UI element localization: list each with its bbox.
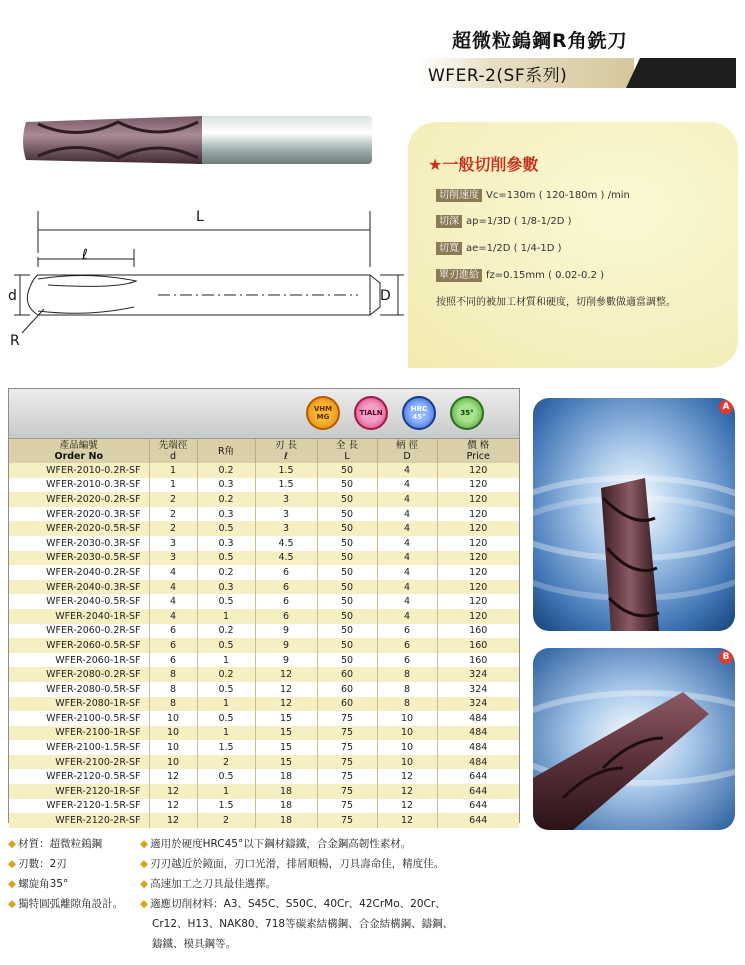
table-cell: 18 [255,784,317,799]
table-cell: 6 [377,653,437,668]
table-cell: WFER-2020-0.5R-SF [9,521,149,536]
table-cell: WFER-2010-0.3R-SF [9,478,149,493]
table-cell: 484 [437,726,519,741]
table-cell: 120 [437,478,519,493]
hrc-badge: HRC 45° [402,396,436,430]
table-cell: 12 [255,682,317,697]
product-photo-a [533,398,735,631]
table-cell: 15 [255,740,317,755]
table-cell: WFER-2060-0.5R-SF [9,638,149,653]
table-cell: 10 [377,740,437,755]
table-cell: 644 [437,784,519,799]
table-cell: 9 [255,624,317,639]
table-cell: 10 [149,740,197,755]
table-cell: 75 [317,784,377,799]
table-cell: 0.3 [197,507,255,522]
vhm-mg-badge: VHM MG [306,396,340,430]
table-cell: 75 [317,740,377,755]
table-cell: 0.2 [197,565,255,580]
table-cell: 15 [255,755,317,770]
table-cell: 0.3 [197,536,255,551]
params-note: 按照不同的被加工材質和硬度，切削參數做適當調整。 [436,297,676,308]
table-row [9,799,519,814]
table-cell: 0.5 [197,521,255,536]
table-row [9,769,519,784]
table-cell: 120 [437,463,519,478]
table-cell: 10 [377,726,437,741]
table-cell: 120 [437,551,519,566]
table-cell: WFER-2100-0.5R-SF [9,711,149,726]
list-item: Cr12、H13、NAK80、718等碳素結構鋼、合金結構鋼、鑄鋼、 [152,918,454,930]
table-cell: 4 [377,478,437,493]
table-cell: 8 [149,697,197,712]
table-cell: 4.5 [255,551,317,566]
param-row-depth: 切深 ap=1/3D ( 1/8-1/2D ) [436,212,571,227]
table-cell: 120 [437,536,519,551]
list-item: ◆ 刃刃越近於鏡面，刃口光滑，排屑順暢，刀具壽命佳，精度佳。 [140,858,445,870]
table-cell: 0.2 [197,667,255,682]
table-row [9,565,519,580]
table-cell: 4 [377,521,437,536]
table-cell: 4 [377,580,437,595]
helix-angle-badge: 35° [450,396,484,430]
table-cell: 8 [149,667,197,682]
table-cell: 1.5 [255,478,317,493]
table-row [9,653,519,668]
header-flute-length: 刃 長 ℓ [255,439,317,463]
table-row [9,551,519,566]
table-cell: WFER-2020-0.3R-SF [9,507,149,522]
table-cell: 12 [149,813,197,828]
page-title: 超微粒鎢鋼R角銑刀 [452,30,628,52]
coating-badges [9,389,519,439]
dimension-drawing [8,205,408,355]
table-row [9,784,519,799]
table-cell: 1 [197,726,255,741]
table-cell: WFER-2010-0.2R-SF [9,463,149,478]
model-banner [418,58,736,88]
table-cell: 12 [149,799,197,814]
table-cell: 0.3 [197,478,255,493]
table-cell: 75 [317,769,377,784]
table-row [9,740,519,755]
param-row-speed: 切削速度 Vc=130m ( 120-180m ) /min [436,186,630,201]
header-overall-length: 全 長 L [317,439,377,463]
table-cell: 120 [437,580,519,595]
table-cell: 9 [255,653,317,668]
table-header-row [9,439,519,463]
table-cell: WFER-2120-0.5R-SF [9,769,149,784]
table-cell: WFER-2100-1R-SF [9,726,149,741]
table-row [9,813,519,828]
table-cell: 1.5 [197,799,255,814]
table-cell: 75 [317,755,377,770]
table-cell: 4 [377,507,437,522]
table-cell: WFER-2080-0.2R-SF [9,667,149,682]
table-cell: 12 [255,667,317,682]
table-cell: 60 [317,682,377,697]
corner-radius-label: R [10,333,20,349]
table-cell: 4 [377,492,437,507]
spec-table [9,439,519,828]
table-cell: 4.5 [255,536,317,551]
table-cell: 50 [317,638,377,653]
table-cell: WFER-2100-2R-SF [9,755,149,770]
table-row [9,624,519,639]
table-cell: 6 [149,638,197,653]
table-cell: 6 [255,565,317,580]
table-cell: 120 [437,609,519,624]
table-row [9,492,519,507]
table-cell: 50 [317,478,377,493]
header-shank-diameter: 柄 徑 D [377,439,437,463]
table-cell: 50 [317,624,377,639]
table-cell: 1 [197,697,255,712]
table-cell: WFER-2060-1R-SF [9,653,149,668]
table-row [9,594,519,609]
table-cell: 1.5 [197,740,255,755]
table-cell: 4 [377,536,437,551]
table-cell: 12 [149,769,197,784]
table-cell: 324 [437,682,519,697]
table-cell: 4 [149,609,197,624]
table-cell: 50 [317,492,377,507]
table-row [9,726,519,741]
table-cell: 3 [149,551,197,566]
table-cell: 60 [317,697,377,712]
list-item: ◆ 刃數：2刃 [8,858,67,870]
table-cell: 484 [437,755,519,770]
product-photo-b [533,648,735,830]
table-cell: 12 [377,799,437,814]
table-cell: 50 [317,594,377,609]
table-cell: 120 [437,565,519,580]
spec-table-panel [8,388,520,827]
table-cell: 160 [437,638,519,653]
table-cell: 3 [149,536,197,551]
table-cell: 4 [377,594,437,609]
table-cell: 50 [317,507,377,522]
features-right [140,834,453,954]
table-cell: WFER-2020-0.2R-SF [9,492,149,507]
photo-b-tag: B [719,650,733,664]
table-cell: 6 [255,594,317,609]
table-cell: 0.2 [197,624,255,639]
table-cell: 12 [255,697,317,712]
table-cell: 4 [377,551,437,566]
table-cell: 6 [149,653,197,668]
table-cell: 120 [437,594,519,609]
table-cell: WFER-2040-0.5R-SF [9,594,149,609]
table-cell: 1.5 [255,463,317,478]
table-cell: 75 [317,799,377,814]
flute-length-label: ℓ [82,247,88,263]
table-cell: WFER-2120-1R-SF [9,784,149,799]
table-cell: 4 [377,463,437,478]
cutting-params-title: ★一般切削參數 [428,155,539,174]
list-item: 鑄鐵、模具鋼等。 [152,938,236,950]
table-cell: 0.3 [197,580,255,595]
header-tip-diameter: 先端徑 d [149,439,197,463]
tialn-badge: TIALN [354,396,388,430]
table-row [9,711,519,726]
model-name: WFER-2(SF系列) [428,66,568,86]
table-row [9,478,519,493]
table-cell: 0.2 [197,492,255,507]
table-cell: WFER-2100-1.5R-SF [9,740,149,755]
table-row [9,536,519,551]
table-cell: 10 [377,711,437,726]
table-row [9,609,519,624]
overall-length-label: L [196,209,204,225]
tool-image [18,112,378,170]
list-item: ◆ 適用於硬度HRC45°以下鋼材鑄鐵，合金鋼高韌性素材。 [140,838,412,850]
table-cell: 50 [317,565,377,580]
list-item: ◆ 螺旋角35° [8,878,69,890]
table-row [9,580,519,595]
table-row [9,638,519,653]
table-cell: 75 [317,726,377,741]
table-cell: 10 [149,711,197,726]
table-cell: 12 [377,769,437,784]
table-cell: 8 [149,682,197,697]
table-cell: 1 [197,784,255,799]
table-cell: 0.5 [197,711,255,726]
features-left [8,834,123,914]
list-item: ◆ 材質：超微粒鎢鋼 [8,838,103,850]
table-cell: 120 [437,521,519,536]
table-cell: 4 [377,565,437,580]
table-cell: 15 [255,711,317,726]
table-cell: WFER-2120-2R-SF [9,813,149,828]
table-cell: 75 [317,813,377,828]
table-row [9,507,519,522]
header-corner-radius: R角 [197,439,255,463]
table-cell: 2 [149,521,197,536]
table-cell: 8 [377,667,437,682]
table-cell: WFER-2120-1.5R-SF [9,799,149,814]
table-row [9,521,519,536]
table-cell: 0.5 [197,769,255,784]
tip-diameter-label: d [8,288,17,304]
table-cell: 50 [317,609,377,624]
list-item: ◆ 獨特圓弧離隙角設計。 [8,898,124,910]
table-cell: WFER-2060-0.2R-SF [9,624,149,639]
table-cell: 4 [149,580,197,595]
table-cell: 60 [317,667,377,682]
table-cell: 2 [197,755,255,770]
table-cell: 0.5 [197,551,255,566]
table-cell: 50 [317,521,377,536]
table-cell: 1 [197,609,255,624]
table-cell: 15 [255,726,317,741]
table-cell: 8 [377,682,437,697]
table-cell: WFER-2040-1R-SF [9,609,149,624]
table-cell: 4 [149,594,197,609]
table-cell: 484 [437,711,519,726]
table-cell: 1 [149,463,197,478]
table-cell: 18 [255,799,317,814]
table-cell: 324 [437,667,519,682]
table-cell: 2 [149,507,197,522]
table-cell: 3 [255,507,317,522]
table-cell: 0.5 [197,638,255,653]
table-row [9,682,519,697]
table-cell: 9 [255,638,317,653]
table-cell: 10 [377,755,437,770]
table-cell: 12 [377,813,437,828]
table-cell: WFER-2030-0.5R-SF [9,551,149,566]
table-cell: 12 [149,784,197,799]
table-cell: 0.2 [197,463,255,478]
table-cell: 12 [377,784,437,799]
header-order-no: 產品編號 Order No [9,439,149,463]
table-cell: 50 [317,551,377,566]
table-cell: 4 [149,565,197,580]
shank-diameter-label: D [380,288,391,304]
table-cell: 18 [255,813,317,828]
table-cell: 75 [317,711,377,726]
table-cell: 160 [437,624,519,639]
photo-a-tag: A [719,400,733,414]
table-cell: 644 [437,799,519,814]
table-cell: 324 [437,697,519,712]
table-cell: 50 [317,536,377,551]
table-cell: 6 [377,624,437,639]
table-cell: 2 [149,492,197,507]
table-cell: 2 [197,813,255,828]
table-cell: 3 [255,521,317,536]
table-cell: 18 [255,769,317,784]
table-cell: 644 [437,769,519,784]
table-cell: WFER-2080-0.5R-SF [9,682,149,697]
table-cell: 0.5 [197,682,255,697]
table-cell: 50 [317,463,377,478]
table-cell: WFER-2040-0.3R-SF [9,580,149,595]
table-cell: WFER-2040-0.2R-SF [9,565,149,580]
table-cell: 10 [149,726,197,741]
table-cell: 0.5 [197,594,255,609]
param-row-feed: 單刃進給 fz=0.15mm ( 0.02-0.2 ) [436,266,604,281]
table-row [9,463,519,478]
list-item: ◆ 適應切削材料：A3、S45C、S50C、40Cr、42CrMo、20Cr、 [140,898,446,910]
table-cell: WFER-2030-0.3R-SF [9,536,149,551]
table-row [9,697,519,712]
table-row [9,755,519,770]
param-row-width: 切寬 ae=1/2D ( 1/4-1D ) [436,239,562,254]
table-cell: 8 [377,697,437,712]
table-cell: 6 [255,580,317,595]
table-cell: 1 [197,653,255,668]
table-cell: 484 [437,740,519,755]
table-cell: 4 [377,609,437,624]
table-cell: 50 [317,580,377,595]
table-cell: 160 [437,653,519,668]
table-cell: 120 [437,492,519,507]
table-cell: 6 [255,609,317,624]
table-cell: 120 [437,507,519,522]
table-cell: 1 [149,478,197,493]
table-row [9,667,519,682]
table-cell: 6 [377,638,437,653]
table-cell: WFER-2080-1R-SF [9,697,149,712]
table-cell: 3 [255,492,317,507]
header-price: 價 格 Price [437,439,519,463]
list-item: ◆ 高速加工之刀具最佳選擇。 [140,878,277,890]
table-cell: 50 [317,653,377,668]
table-cell: 6 [149,624,197,639]
table-cell: 10 [149,755,197,770]
table-cell: 644 [437,813,519,828]
